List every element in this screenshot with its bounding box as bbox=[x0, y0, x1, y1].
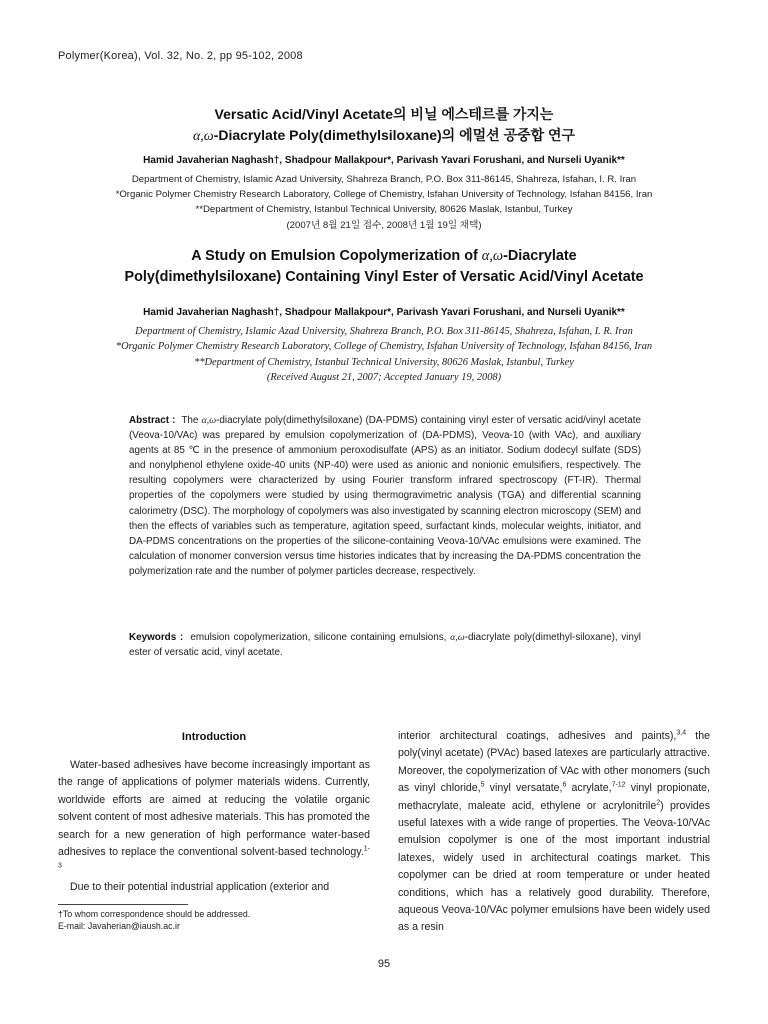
english-title-post: -Diacrylate bbox=[503, 248, 577, 264]
english-title-greek: α,ω bbox=[481, 248, 504, 264]
left-column bbox=[58, 757, 370, 896]
journal-reference: Polymer(Korea), Vol. 32, No. 2, pp 95-102, 2008 bbox=[58, 50, 303, 62]
english-affiliation-1: Department of Chemistry, Islamic Azad University, Shahreza Branch, P.O. Box 311-86145, Shahreza, Isfahan, I. R. Iran bbox=[135, 326, 633, 337]
citation-5: 5 bbox=[480, 781, 485, 789]
english-affiliation-2: *Organic Polymer Chemistry Research Laboratory, College of Chemistry, Isfahan University of Technology, Isfahan 84156, Iran bbox=[115, 341, 653, 353]
footnotes bbox=[58, 909, 370, 932]
page-number: 95 bbox=[377, 958, 391, 970]
korean-affiliation-2: *Organic Polymer Chemistry Research Laboratory, College of Chemistry, Isfahan University of Technology, Isfahan 84156, Iran bbox=[115, 189, 653, 201]
korean-affiliation-1: Department of Chemistry, Islamic Azad University, Shahreza Branch, P.O. Box 311-86145, Shahreza, Isfahan, I. R. Iran bbox=[131, 174, 637, 185]
footnote-divider bbox=[58, 904, 188, 905]
intro-paragraph-2: Due to their potential industrial application (exterior and bbox=[70, 880, 330, 893]
english-title-line2: Poly(dimethylsiloxane) Containing Vinyl Ester of Versatic Acid/Vinyl Acetate bbox=[124, 269, 644, 285]
abstract-text: -diacrylate poly(dimethylsiloxane) (DA-PDMS) containing vinyl ester of versatic acid/vinyl acetate (Veova-10/VAc) was prepared by emulsion copolymerization of (DA-PDMS), Veova-10 (with VAc), and auxiliary agents at 85 ℃ in the presence of ammonium peroxodisulfate (APS) as an initiator. Sodium dodecyl sulfate (SDS) and nonylphenol ethylene oxide-40 units (NP-40) were used as anionic and nonionic emulsifiers, respectively. The resulting copolymers were characterized by using Fourier transform infrared spectroscopy (FT-IR). Thermal properties of the copolymers were studied by using thermogravimetric analysis (TGA) and differential scanning calorimetry (DSC). The morphology of copolymers was also investigated by scanning electron microscopy (SEM) and then the effects of variables such as temperature, agitation speed, surfactant kinds, molecular weights, initiator, and DA-PDMS concentrations on the properties of the silicone-containing Veova-10/VAc emulsions were examined. The calculation of monomer conversion versus time histories indicates that by increasing the DA-PDMS concentration the polymerization rate and the number of polymer particles decrease, respectively. bbox=[129, 415, 642, 577]
intro-p1-text: Water-based adhesives have become increasingly important as the range of applications of polymer materials widens. Currently, worldwide efforts are aimed at reducing the volatile organic solvent content of most adhesive materials. This has promoted the search for a new generation of high performance water-based adhesives to replace the conventional solvent-based technology. bbox=[58, 759, 370, 859]
abstract-label: Abstract : bbox=[129, 415, 176, 426]
korean-authors: Hamid Javaherian Naghash†, Shadpour Mallakpour*, Parivash Yavari Forushani, and Nurseli Uyanik** bbox=[143, 155, 625, 166]
right-text-a: interior architectural coatings, adhesives and paints), bbox=[398, 730, 677, 742]
citation-3-4: 3,4 bbox=[676, 729, 687, 737]
korean-title-line2-text: -Diacrylate Poly(dimethylsiloxane)의 에멀션 공중합 연구 bbox=[213, 127, 576, 143]
english-authors: Hamid Javaherian Naghash†, Shadpour Mallakpour*, Parivash Yavari Forushani, and Nurseli Uyanik** bbox=[143, 307, 625, 318]
keywords-text-post: -diacrylate poly(dimethyl-siloxane), vinyl ester of versatic acid, vinyl acetate. bbox=[129, 632, 641, 659]
korean-received-dates: (2007년 8월 21일 접수, 2008년 1월 19일 채택) bbox=[286, 219, 482, 231]
right-column bbox=[398, 728, 710, 937]
intro-paragraph-continued bbox=[398, 728, 710, 937]
citation-1-3: 1-3 bbox=[58, 845, 370, 870]
right-text-b: the poly(vinyl acetate) (PVAc) based latexes are particularly attractive. Moreover, the copolymerization of VAc with other monomers (such as vinyl chloride, bbox=[398, 730, 710, 795]
right-text-e: vinyl propionate, methacrylate, maleate acid, ethylene or acrylonitrile bbox=[398, 782, 711, 812]
english-affiliations bbox=[0, 324, 768, 385]
korean-title-greek: α,ω bbox=[192, 129, 214, 144]
citation-2: 2 bbox=[656, 799, 661, 807]
english-affiliation-3: **Department of Chemistry, Istanbul Technical University, 80626 Maslak, Istanbul, Turkey bbox=[194, 356, 574, 368]
keywords-text-pre: emulsion copolymerization, silicone containing emulsions, bbox=[190, 632, 451, 643]
english-title-pre: A Study on Emulsion Copolymerization of bbox=[191, 248, 482, 264]
korean-title-line2 bbox=[0, 125, 768, 145]
korean-title-line1: Versatic Acid/Vinyl Acetate의 비닐 에스테르를 가지는 bbox=[214, 106, 554, 122]
keywords-greek: α,ω bbox=[450, 632, 465, 643]
citation-6: 6 bbox=[562, 781, 567, 789]
footnote-email: E-mail: Javaherian@iaush.ac.ir bbox=[58, 920, 180, 931]
keywords-label: Keywords : bbox=[129, 632, 184, 643]
english-received-dates: (Received August 21, 2007; Accepted January 19, 2008) bbox=[266, 371, 502, 383]
citation-7-12: 7-12 bbox=[611, 781, 626, 789]
right-text-d: acrylate, bbox=[566, 782, 612, 795]
intro-paragraph-1 bbox=[58, 757, 370, 879]
right-text-c: vinyl versatate, bbox=[484, 782, 563, 795]
abstract-text-pre: The bbox=[181, 415, 202, 426]
footnote-correspondence: †To whom correspondence should be addressed. bbox=[58, 909, 251, 919]
korean-affiliation-3: **Department of Chemistry, Istanbul Technical University, 80626 Maslak, Istanbul, Turkey bbox=[195, 204, 573, 216]
keywords bbox=[129, 630, 641, 660]
introduction-heading: Introduction bbox=[181, 731, 247, 743]
korean-affiliations bbox=[0, 172, 768, 233]
abstract-greek: α,ω bbox=[201, 415, 217, 426]
english-title-line1 bbox=[0, 248, 768, 265]
abstract bbox=[129, 413, 641, 579]
right-text-f: ) provides useful latexes with a wide range of properties. The Veova-10/VAc emulsion copolymer is one of the most important industrial latexes, widely used in architectural coatings market. This copolymer can be dried at room temperature or under heated conditions, which has a relatively good durability. Therefore, aqueous Veova-10/VAc polymer emulsions have been widely used as a resin bbox=[398, 799, 710, 934]
